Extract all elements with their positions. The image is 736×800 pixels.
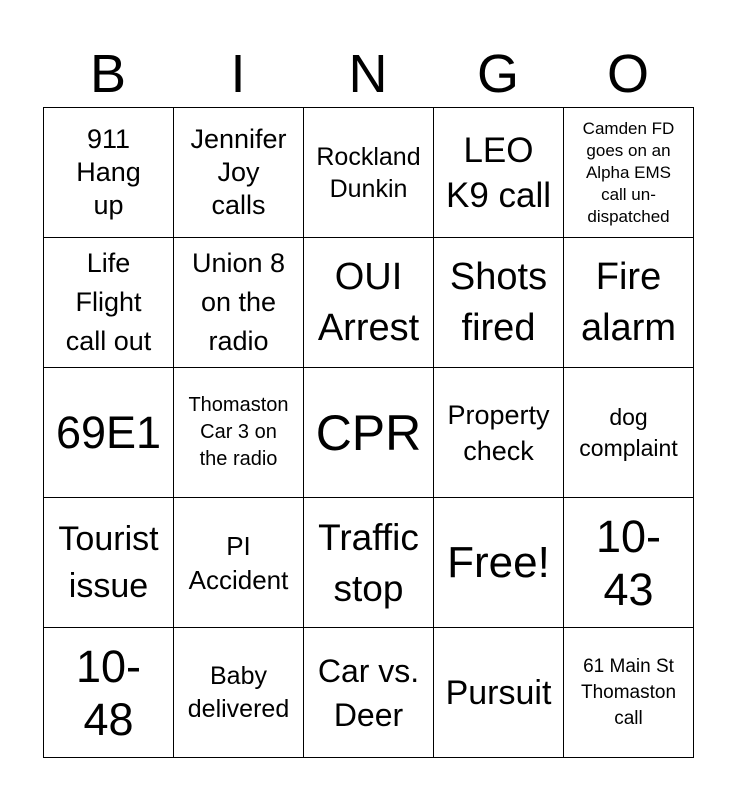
bingo-header [43,40,693,108]
bingo-cell[interactable] [434,108,564,238]
bingo-cell[interactable] [174,498,304,628]
cell-label: Jennifer Joy calls [190,124,287,220]
bingo-cell[interactable] [44,628,174,758]
cell-label: 911 Hang up [76,124,141,220]
bingo-cell[interactable] [174,628,304,758]
bingo-cell[interactable] [44,108,174,238]
header-letter-n: N [348,44,388,104]
header-letter-g: G [476,44,519,104]
cell-label: Life Flight call out [65,248,152,356]
bingo-cell[interactable] [564,628,694,758]
cell-label: Baby delivered [187,661,290,723]
header-letter-o: O [606,44,649,104]
bingo-cell[interactable] [304,238,434,368]
bingo-cell[interactable] [434,628,564,758]
cell-label: CPR [315,404,422,461]
bingo-cell[interactable] [434,498,564,628]
bingo-cell[interactable] [304,498,434,628]
bingo-cell[interactable] [564,238,694,368]
cell-label: Car vs. Deer [317,652,420,733]
cell-label: Union 8 on the radio [191,248,286,356]
cell-label: OUI Arrest [317,255,420,349]
header-letter-i: I [230,44,246,104]
cell-label: 10- 43 [595,510,662,615]
cell-label: Free! [447,537,550,587]
cell-label: Fire alarm [580,255,677,349]
bingo-cell[interactable] [174,368,304,498]
bingo-cell[interactable] [304,108,434,238]
header-letter-b: B [89,44,127,104]
cell-label: LEO K9 call [445,130,552,215]
bingo-cell[interactable] [44,238,174,368]
bingo-cell[interactable] [174,238,304,368]
cell-label: Traffic stop [318,516,419,609]
bingo-cell[interactable] [44,498,174,628]
bingo-cell[interactable] [434,238,564,368]
cell-label: 10- 48 [75,640,142,745]
cell-label: Pursuit [445,673,552,712]
bingo-cell[interactable] [564,498,694,628]
cell-label: Rockland Dunkin [316,142,421,203]
cell-label: 61 Main St Thomaston call [580,655,677,729]
cell-label: 69E1 [55,406,162,458]
cell-label: Shots fired [449,255,548,349]
cell-label: Tourist issue [58,519,159,605]
bingo-cell[interactable] [304,368,434,498]
bingo-cell[interactable] [434,368,564,498]
bingo-board [43,107,694,758]
cell-label: Camden FD goes on an Alpha EMS call un- dispatched [582,118,675,226]
bingo-cell[interactable] [564,108,694,238]
cell-label: Thomaston Car 3 on the radio [188,394,289,470]
cell-label: dog complaint [579,403,678,461]
cell-label: PI Accident [188,530,289,595]
bingo-cell[interactable] [44,368,174,498]
cell-label: Property check [447,399,550,466]
bingo-cell[interactable] [304,628,434,758]
bingo-cell[interactable] [174,108,304,238]
bingo-cell[interactable] [564,368,694,498]
